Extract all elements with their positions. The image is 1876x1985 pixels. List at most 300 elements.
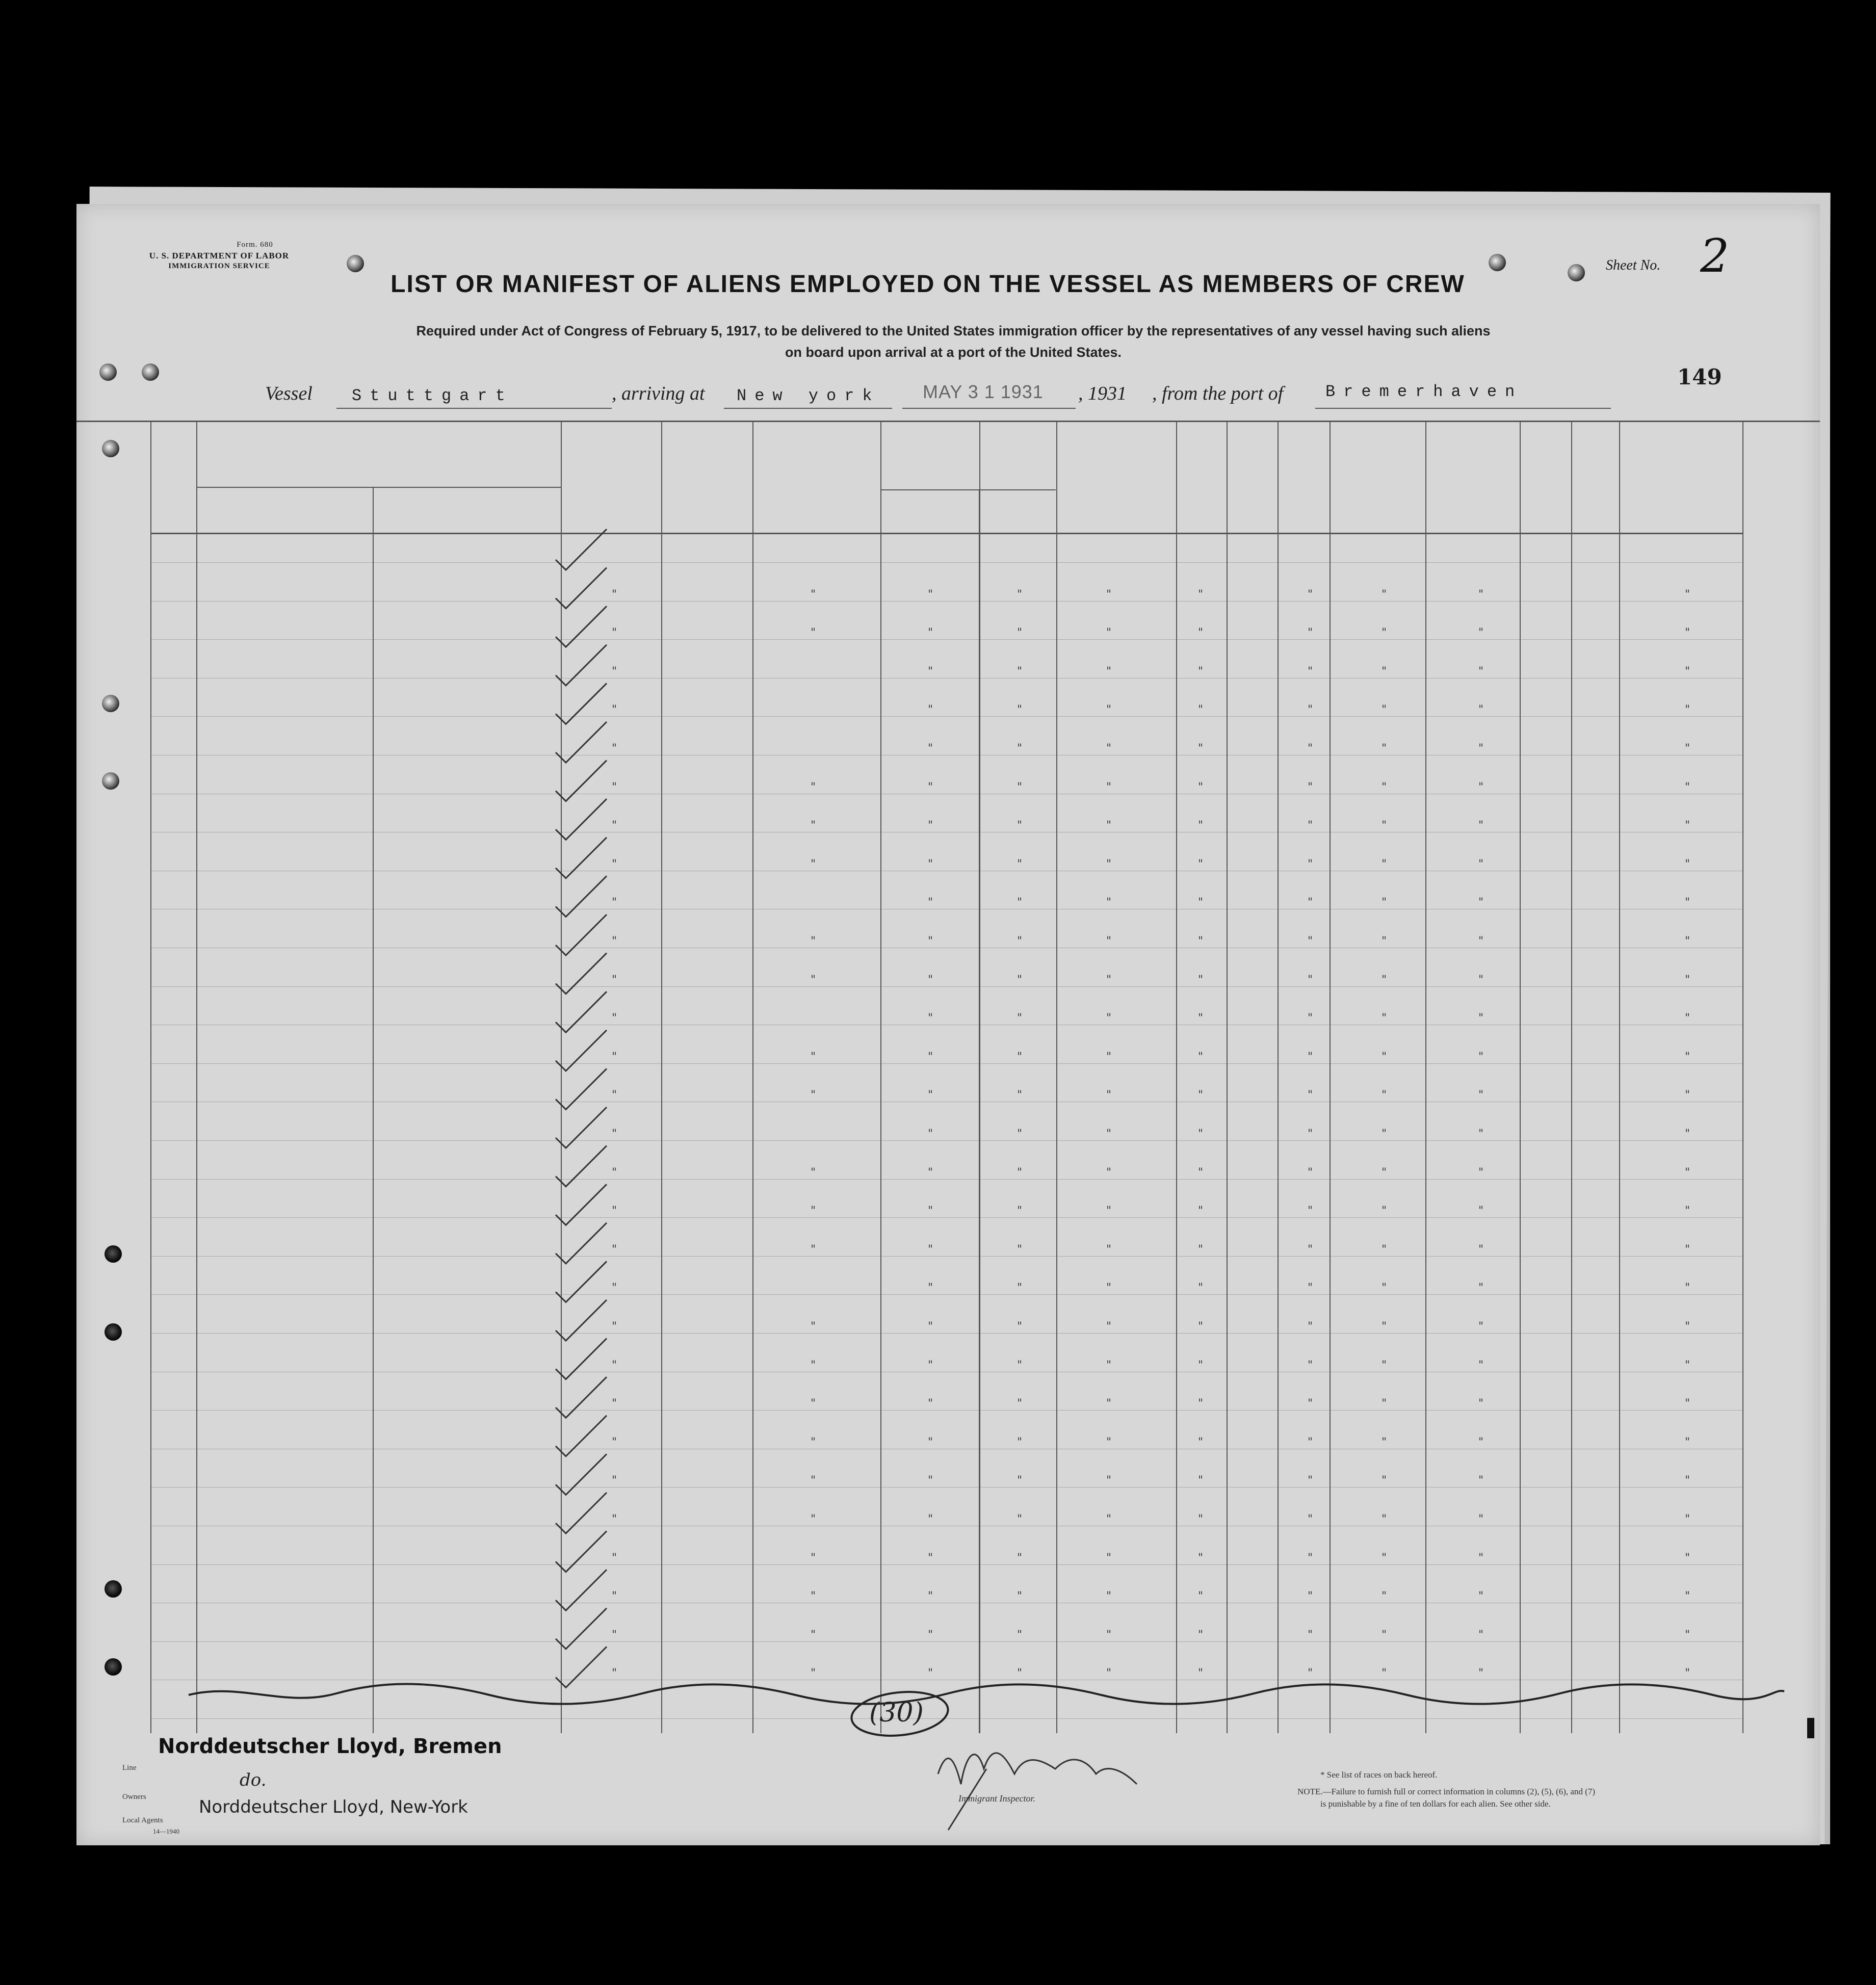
ditto-mark: " [1106, 1551, 1112, 1564]
ditto-mark: " [1017, 1205, 1023, 1218]
ditto-mark: " [1198, 896, 1204, 909]
ditto-mark: " [1198, 1050, 1204, 1063]
ditto-mark: " [1382, 588, 1387, 601]
ditto-mark: " [811, 1320, 816, 1333]
ditto-mark: " [811, 1205, 816, 1218]
ditto-mark: " [1106, 1667, 1112, 1680]
ditto-mark: " [1198, 819, 1204, 832]
arriving-label: , arriving at [612, 383, 705, 404]
ditto-mark: " [1308, 1166, 1313, 1179]
ditto-mark: " [1478, 588, 1484, 601]
ditto-mark: " [928, 703, 933, 717]
ditto-mark: " [1478, 703, 1484, 717]
ditto-mark: " [612, 588, 617, 601]
ditto-mark: " [1198, 703, 1204, 717]
inspector-signature [938, 1753, 1137, 1830]
ditto-mark: " [811, 935, 816, 948]
ditto-mark: " [1198, 1205, 1204, 1218]
ditto-mark: " [1106, 1050, 1112, 1063]
ditto-mark: " [1308, 1513, 1313, 1526]
ditto-mark: " [1685, 1435, 1690, 1449]
ditto-mark: " [1198, 1359, 1204, 1372]
ditto-mark: " [811, 819, 816, 832]
crew-count: (30) [869, 1697, 924, 1728]
subtitle-line-1: Required under Act of Congress of February 5, 1917, to be delivered to the United States immigration officer by the representatives of any vessel having such aliens [416, 323, 1491, 338]
ditto-mark: " [811, 1397, 816, 1411]
ditto-mark: " [1106, 857, 1112, 871]
ditto-mark: " [1308, 1205, 1313, 1218]
ditto-mark: " [1198, 1320, 1204, 1333]
ditto-mark: " [1017, 1012, 1023, 1025]
ditto-mark: " [928, 1551, 933, 1564]
ditto-mark: " [1308, 1628, 1313, 1641]
ditto-mark: " [612, 1050, 617, 1063]
ditto-mark: " [1017, 1128, 1023, 1140]
ditto-mark: " [1685, 665, 1690, 678]
ditto-mark: " [811, 626, 816, 640]
ditto-mark: " [1478, 819, 1484, 832]
department-name: U. S. DEPARTMENT OF LABOR [149, 251, 290, 260]
ditto-mark: " [1685, 1397, 1690, 1411]
ditto-mark: " [612, 1435, 617, 1449]
ditto-mark: " [1198, 1397, 1204, 1411]
line-label: Line [122, 1764, 137, 1772]
ditto-mark: " [1017, 1667, 1023, 1680]
ditto-mark: " [1478, 1435, 1484, 1449]
ditto-mark: " [1478, 1359, 1484, 1372]
ditto-mark: " [1685, 857, 1690, 871]
ditto-mark: " [1017, 1551, 1023, 1564]
ditto-mark: " [1198, 1551, 1204, 1564]
ditto-mark: " [1382, 1590, 1387, 1603]
ditto-mark: " [928, 857, 933, 871]
ditto-mark: " [1685, 1012, 1690, 1025]
owners-label: Owners [122, 1793, 146, 1801]
ditto-mark: " [612, 819, 617, 832]
vessel-name: Stuttgart [352, 386, 513, 405]
sheet-label: Sheet No. [1606, 257, 1661, 273]
arrival-date-stamp: MAY 3 1 1931 [923, 381, 1044, 402]
ditto-mark: " [928, 1513, 933, 1526]
ditto-mark: " [1198, 857, 1204, 871]
ditto-mark: " [1478, 1320, 1484, 1333]
ditto-mark: " [811, 1089, 816, 1102]
ditto-mark: " [928, 973, 933, 986]
ditto-mark: " [612, 973, 617, 986]
ditto-mark: " [1198, 1166, 1204, 1179]
ditto-mark: " [1308, 703, 1313, 717]
ditto-mark: " [1106, 819, 1112, 832]
ditto-mark: " [1308, 1282, 1313, 1295]
ditto-mark: " [612, 703, 617, 717]
ditto-mark: " [1106, 1089, 1112, 1102]
ditto-mark: " [928, 1397, 933, 1411]
departure-port: Bremerhaven [1325, 382, 1523, 401]
ditto-mark: " [1198, 1089, 1204, 1102]
closing-wavy-line [189, 1684, 1784, 1704]
ditto-mark: " [612, 1513, 617, 1526]
ditto-mark: " [1308, 973, 1313, 986]
ditto-mark: " [1685, 703, 1690, 717]
ditto-mark: " [612, 896, 617, 909]
ditto-mark: " [612, 1012, 617, 1025]
ditto-mark: " [1382, 1359, 1387, 1372]
ditto-mark: " [1382, 626, 1387, 640]
ditto-mark: " [1685, 819, 1690, 832]
ditto-mark: " [1478, 1590, 1484, 1603]
ditto-mark: " [1308, 1435, 1313, 1449]
ditto-mark: " [1478, 896, 1484, 909]
ditto-mark: " [928, 1590, 933, 1603]
ditto-mark: " [928, 626, 933, 640]
sheet-number: 2 [1700, 229, 1730, 283]
ditto-mark: " [1017, 1474, 1023, 1487]
ditto-mark: " [1308, 742, 1313, 755]
ditto-mark: " [1106, 1474, 1112, 1487]
ditto-mark: " [1308, 819, 1313, 832]
ditto-mark: " [612, 857, 617, 871]
ditto-mark: " [1685, 1205, 1690, 1218]
ditto-mark: " [1382, 1551, 1387, 1564]
ditto-mark: " [612, 1166, 617, 1179]
ditto-mark: " [1685, 1513, 1690, 1526]
ditto-mark: " [1478, 1205, 1484, 1218]
ditto-mark: " [1106, 1320, 1112, 1333]
ditto-mark: " [1198, 1012, 1204, 1025]
ditto-mark: " [1308, 1128, 1313, 1140]
ditto-mark: " [612, 1628, 617, 1641]
ditto-mark: " [1685, 1359, 1690, 1372]
ditto-mark: " [1685, 1590, 1690, 1603]
ditto-mark: " [1685, 1628, 1690, 1641]
ditto-mark: " [1017, 742, 1023, 755]
ditto-mark: " [1308, 1243, 1313, 1256]
ditto-mark: " [928, 1282, 933, 1295]
ditto-mark: " [612, 1128, 617, 1140]
page-number: 149 [1677, 364, 1722, 389]
ditto-mark: " [1382, 973, 1387, 986]
service-name: IMMIGRATION SERVICE [168, 262, 270, 270]
ditto-mark: " [1308, 1012, 1313, 1025]
ditto-mark: " [612, 665, 617, 678]
ditto-mark: " [1198, 1128, 1204, 1140]
edge-mark [1807, 1718, 1814, 1738]
ditto-mark: " [1308, 1474, 1313, 1487]
ditto-mark: " [928, 780, 933, 794]
ditto-mark: " [1308, 1320, 1313, 1333]
ditto-mark: " [811, 1667, 816, 1680]
ditto-mark: " [612, 1282, 617, 1295]
ditto-mark: " [1106, 973, 1112, 986]
ditto-mark: " [1017, 1243, 1023, 1256]
ditto-mark: " [811, 1551, 816, 1564]
ditto-mark: " [928, 1089, 933, 1102]
subtitle-line-2: on board upon arrival at a port of the United States. [785, 345, 1122, 360]
ditto-mark: " [1478, 1513, 1484, 1526]
ditto-mark: " [1308, 896, 1313, 909]
local-agents-value: Norddeutscher Lloyd, New-York [199, 1797, 468, 1817]
ditto-mark: " [1106, 1012, 1112, 1025]
ditto-mark: " [1106, 1166, 1112, 1179]
ditto-mark: " [928, 1435, 933, 1449]
ditto-mark: " [1308, 1359, 1313, 1372]
ditto-mark: " [1308, 1050, 1313, 1063]
ditto-mark: " [1685, 742, 1690, 755]
ditto-mark: " [1478, 1474, 1484, 1487]
ditto-mark: " [1106, 1205, 1112, 1218]
ditto-mark: " [1017, 1513, 1023, 1526]
owners-value: do. [240, 1770, 267, 1790]
ditto-mark: " [1308, 665, 1313, 678]
ditto-mark: " [1478, 626, 1484, 640]
ditto-mark: " [1382, 1205, 1387, 1218]
ditto-mark: " [1308, 1551, 1313, 1564]
ditto-mark: " [1685, 896, 1690, 909]
ditto-mark: " [1198, 973, 1204, 986]
form-number: Form. 680 [237, 241, 273, 249]
ditto-mark: " [811, 780, 816, 794]
ditto-mark: " [1198, 1513, 1204, 1526]
ditto-mark: " [1017, 857, 1023, 871]
ditto-mark: " [1478, 1128, 1484, 1140]
ditto-mark: " [1382, 703, 1387, 717]
ditto-mark: " [928, 1205, 933, 1218]
ditto-mark: " [1685, 935, 1690, 948]
ditto-mark: " [1478, 1282, 1484, 1295]
ditto-mark: " [1382, 1128, 1387, 1140]
ditto-mark: " [1198, 1474, 1204, 1487]
ditto-mark: " [1198, 665, 1204, 678]
ditto-mark: " [612, 1205, 617, 1218]
ditto-mark: " [1106, 1628, 1112, 1641]
ditto-mark: " [1106, 1397, 1112, 1411]
ditto-mark: " [1106, 935, 1112, 948]
penalty-note-1: NOTE.—Failure to furnish full or correct information in columns (2), (5), (6), and (7) [1297, 1787, 1595, 1796]
inspector-label: Immigrant Inspector. [958, 1793, 1035, 1804]
ditto-mark: " [1308, 1667, 1313, 1680]
ditto-mark: " [1308, 588, 1313, 601]
shipping-line: Norddeutscher Lloyd, Bremen [158, 1735, 502, 1758]
ditto-mark: " [1382, 1166, 1387, 1179]
ditto-mark: " [1685, 780, 1690, 794]
ditto-mark: " [1382, 1320, 1387, 1333]
ditto-mark: " [1198, 1628, 1204, 1641]
ditto-mark: " [928, 665, 933, 678]
ditto-mark: " [1198, 626, 1204, 640]
penalty-note-2: is punishable by a fine of ten dollars for each alien. See other side. [1320, 1799, 1551, 1809]
arrival-port: New york [737, 386, 880, 405]
ditto-mark: " [1308, 857, 1313, 871]
ditto-mark: " [1017, 780, 1023, 794]
ditto-mark: " [612, 1397, 617, 1411]
ditto-mark: " [1308, 1590, 1313, 1603]
ditto-mark: " [928, 819, 933, 832]
ditto-mark: " [1382, 819, 1387, 832]
ditto-mark: " [811, 1243, 816, 1256]
ditto-mark: " [1017, 1282, 1023, 1295]
ditto-mark: " [612, 935, 617, 948]
local-agents-label: Local Agents [122, 1816, 163, 1824]
ditto-mark: " [612, 626, 617, 640]
ditto-mark: " [1198, 1590, 1204, 1603]
ditto-mark: " [928, 1243, 933, 1256]
ditto-mark: " [1198, 1435, 1204, 1449]
from-port-label: , from the port of [1152, 383, 1284, 404]
ditto-mark: " [811, 1359, 816, 1372]
manifest-title: LIST OR MANIFEST OF ALIENS EMPLOYED ON THE VESSEL AS MEMBERS OF CREW [390, 271, 1465, 298]
ditto-mark: " [1478, 935, 1484, 948]
ditto-mark: " [1106, 1282, 1112, 1295]
ditto-mark: " [1017, 1435, 1023, 1449]
ditto-mark: " [1017, 626, 1023, 640]
ditto-mark: " [1017, 1050, 1023, 1063]
ditto-mark: " [811, 973, 816, 986]
ditto-mark: " [1382, 742, 1387, 755]
ditto-mark: " [928, 588, 933, 601]
ditto-mark: " [928, 1628, 933, 1641]
ditto-mark: " [1382, 1282, 1387, 1295]
ditto-mark: " [612, 1089, 617, 1102]
ditto-mark: " [811, 1166, 816, 1179]
ditto-mark: " [1198, 780, 1204, 794]
ditto-mark: " [928, 1012, 933, 1025]
ditto-mark: " [1017, 1397, 1023, 1411]
ditto-mark: " [1685, 1128, 1690, 1140]
ditto-mark: " [1017, 703, 1023, 717]
ditto-mark: " [1308, 1397, 1313, 1411]
ditto-mark: " [928, 1050, 933, 1063]
ditto-mark: " [1017, 665, 1023, 678]
ditto-mark: " [1685, 1282, 1690, 1295]
ditto-mark: " [811, 1435, 816, 1449]
ditto-mark: " [1106, 1359, 1112, 1372]
ditto-mark: " [1685, 1050, 1690, 1063]
ditto-mark: " [612, 1667, 617, 1680]
ditto-mark: " [1478, 1089, 1484, 1102]
ditto-mark: " [1478, 665, 1484, 678]
ditto-mark: " [928, 935, 933, 948]
ditto-mark: " [1382, 1012, 1387, 1025]
ditto-mark: " [1017, 935, 1023, 948]
ditto-mark: " [1017, 973, 1023, 986]
ditto-mark: " [1685, 1551, 1690, 1564]
race-note: * See list of races on back hereof. [1320, 1770, 1438, 1780]
ditto-mark: " [1198, 742, 1204, 755]
ditto-mark: " [1382, 1474, 1387, 1487]
ditto-mark: " [928, 742, 933, 755]
ditto-mark: " [1017, 1628, 1023, 1641]
ditto-mark: " [1106, 1243, 1112, 1256]
ditto-mark: " [928, 1667, 933, 1680]
ditto-mark: " [1685, 1667, 1690, 1680]
ditto-mark: " [1308, 780, 1313, 794]
ditto-mark: " [811, 1513, 816, 1526]
ditto-mark: " [1017, 1320, 1023, 1333]
ditto-mark: " [1382, 1243, 1387, 1256]
ditto-mark: " [1382, 1397, 1387, 1411]
ditto-mark: " [612, 1320, 617, 1333]
ditto-mark: " [928, 896, 933, 909]
ditto-mark: " [1106, 703, 1112, 717]
ditto-mark: " [1382, 1628, 1387, 1641]
ditto-mark: " [1017, 896, 1023, 909]
ditto-mark: " [1478, 973, 1484, 986]
ditto-mark: " [1478, 1166, 1484, 1179]
ditto-mark: " [811, 1590, 816, 1603]
ditto-mark: " [1382, 780, 1387, 794]
ditto-mark: " [1198, 1667, 1204, 1680]
ditto-mark: " [612, 1590, 617, 1603]
ditto-mark: " [1478, 780, 1484, 794]
ditto-mark: " [1308, 1089, 1313, 1102]
ditto-mark: " [811, 1050, 816, 1063]
ditto-mark: " [1106, 896, 1112, 909]
ditto-mark: " [1478, 1243, 1484, 1256]
ditto-mark: " [1017, 588, 1023, 601]
ditto-mark: " [1478, 1667, 1484, 1680]
ditto-mark: " [811, 1474, 816, 1487]
ditto-mark: " [1017, 1166, 1023, 1179]
ditto-mark: " [1685, 1320, 1690, 1333]
ditto-mark: " [1017, 819, 1023, 832]
ditto-mark: " [1478, 1050, 1484, 1063]
ditto-mark: " [1106, 1513, 1112, 1526]
ditto-mark: " [612, 1359, 617, 1372]
ditto-mark: " [1308, 626, 1313, 640]
ditto-mark: " [1382, 1667, 1387, 1680]
ditto-mark: " [1106, 626, 1112, 640]
ditto-mark: " [1106, 1128, 1112, 1140]
ditto-mark: " [1382, 665, 1387, 678]
ditto-mark: " [612, 780, 617, 794]
ditto-mark: " [1198, 1282, 1204, 1295]
ditto-mark: " [1382, 1050, 1387, 1063]
ditto-mark: " [612, 1243, 617, 1256]
ditto-mark: " [928, 1320, 933, 1333]
ditto-mark: " [612, 742, 617, 755]
ditto-mark: " [811, 857, 816, 871]
ditto-mark: " [1685, 973, 1690, 986]
ditto-mark: " [1382, 935, 1387, 948]
ditto-mark: " [1106, 742, 1112, 755]
ditto-mark: " [928, 1128, 933, 1140]
ditto-mark: " [1685, 588, 1690, 601]
count-circle [849, 1687, 950, 1740]
ditto-mark: " [1685, 1166, 1690, 1179]
ditto-mark: " [811, 1628, 816, 1641]
ditto-mark: " [1198, 1243, 1204, 1256]
ditto-mark: " [1308, 935, 1313, 948]
ditto-mark: " [1106, 588, 1112, 601]
ditto-mark: " [1106, 1590, 1112, 1603]
ditto-mark: " [1198, 935, 1204, 948]
ditto-mark: " [612, 1474, 617, 1487]
ditto-mark: " [1685, 626, 1690, 640]
ditto-mark: " [1382, 896, 1387, 909]
ditto-mark: " [811, 588, 816, 601]
ditto-mark: " [1478, 742, 1484, 755]
ditto-mark: " [1478, 1012, 1484, 1025]
ditto-mark: " [1478, 857, 1484, 871]
ditto-mark: " [1478, 1628, 1484, 1641]
local-agents-code: 14—1940 [153, 1827, 179, 1835]
ditto-mark: " [1198, 588, 1204, 601]
ditto-mark: " [1382, 1513, 1387, 1526]
ditto-mark: " [1685, 1089, 1690, 1102]
ditto-mark: " [1685, 1243, 1690, 1256]
ditto-mark: " [928, 1359, 933, 1372]
year-label: , 1931 [1078, 383, 1127, 404]
